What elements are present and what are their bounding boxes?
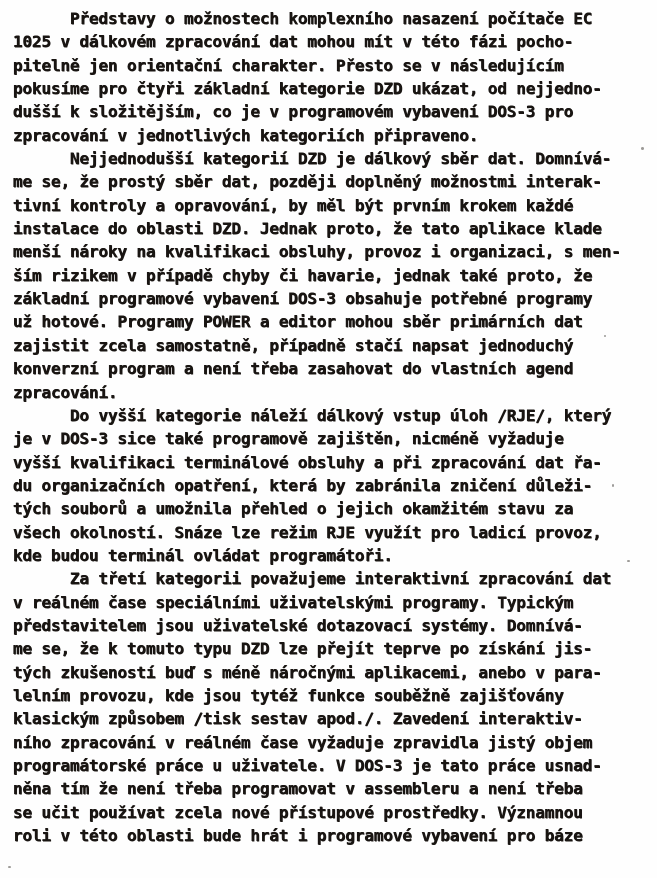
- scan-speckle: [612, 484, 614, 487]
- text-line: roli v této oblasti bude hrát i programové vybavení pro báze: [13, 826, 583, 846]
- text-line: něna tím že není třeba programovat v assembleru a není třeba: [13, 779, 583, 799]
- text-line: zajistit zcela samostatně, případně stačí napsat jednoduchý: [13, 335, 574, 355]
- text-line: základní programové vybavení DOS-3 obsahuje potřebné programy: [13, 289, 593, 309]
- scan-speckle: [8, 866, 11, 868]
- text-line: tivní kontroly a opravování, by měl být prvním krokem každé: [13, 195, 574, 215]
- text-line: Za třetí kategorii považujeme interaktivní zpracování dat: [70, 569, 612, 589]
- text-line: klasickým způsobem /tisk sestav apod./. Zavedení interaktiv-: [13, 709, 583, 729]
- paragraph: [13, 567, 649, 847]
- text-line: ního zpracování v reálném čase vyžaduje zpravidla jistý objem: [13, 732, 593, 752]
- text-line: pokusíme pro čtyři základní kategorie DZD ukázat, od nejjedno-: [13, 79, 602, 99]
- text-line: je v DOS-3 sice také programově zajištěn, nicméně vyžaduje: [13, 429, 564, 449]
- text-line: Představy o možnostech komplexního nasazení počítače EC: [70, 9, 593, 28]
- paragraph: [13, 147, 649, 404]
- text-line: zpracování.: [13, 382, 118, 402]
- text-line: menší nároky na kvalifikaci obsluhy, provoz i organizaci, s men-: [13, 242, 621, 262]
- text-line: tých zkušeností buď s méně náročnými aplikacemi, anebo v para-: [13, 662, 602, 682]
- text-line: lelním provozu, kde jsou tytéž funkce souběžně zajišťovány: [13, 685, 564, 705]
- text-line: v reálném čase speciálními uživatelskými programy. Typickým: [13, 592, 574, 612]
- paragraph: [13, 404, 649, 567]
- text-line: 1025 v dálkovém zpracování dat mohou mít v této fázi pocho-: [13, 32, 574, 52]
- text-line: pitelně jen orientační charakter. Přesto se v následujícím: [13, 55, 564, 75]
- text-line: už hotové. Programy POWER a editor mohou sběr primárních dat: [13, 312, 583, 332]
- text-line: tých souborů a umožnila přehled o jejich okamžitém stavu za: [13, 499, 574, 519]
- scan-speckle: [604, 335, 606, 337]
- text-line: vyšší kvalifikaci terminálové obsluhy a při zpracování dat řa-: [13, 452, 602, 472]
- document-body: [13, 7, 649, 847]
- scan-speckle: [627, 560, 630, 562]
- paragraph: [13, 7, 649, 147]
- text-line: představitelem jsou uživatelské dotazovací systémy. Domnívá-: [13, 615, 583, 635]
- text-line: se učit používat zcela nové přístupové prostředky. Významnou: [13, 802, 583, 822]
- text-line: Nejjednodušší kategorií DZD je dálkový sběr dat. Domnívá-: [70, 149, 612, 169]
- text-line: dušší k složitějším, co je v programovém vybavení DOS-3 pro: [13, 102, 574, 122]
- scan-speckle: [641, 147, 644, 150]
- text-line: du organizačních opatření, která by zabránila zničení důleži-: [13, 475, 593, 495]
- text-line: všech okolností. Snáze lze režim RJE využít pro ladicí provoz,: [13, 522, 602, 542]
- text-line: me se, že prostý sběr dat, později doplněný možnostmi interak-: [13, 172, 602, 192]
- text-line: zpracování v jednotlivých kategoriích připraveno.: [13, 125, 479, 145]
- text-line: programátorské práce u uživatele. V DOS-3 je tato práce usnad-: [13, 756, 602, 775]
- text-line: Do vyšší kategorie náleží dálkový vstup úloh /RJE/, který: [70, 405, 612, 425]
- text-line: me se, že k tomuto typu DZD lze přejít teprve po získání jis-: [13, 639, 593, 659]
- text-line: kde budou terminál ovládat programátoři.: [13, 545, 393, 565]
- text-line: konverzní program a není třeba zasahovat do vlastních agend: [13, 359, 574, 379]
- text-line: instalace do oblasti DZD. Jednak proto, že tato aplikace klade: [13, 219, 602, 239]
- text-line: ším rizikem v případě chyby či havarie, jednak také proto, že: [13, 265, 593, 285]
